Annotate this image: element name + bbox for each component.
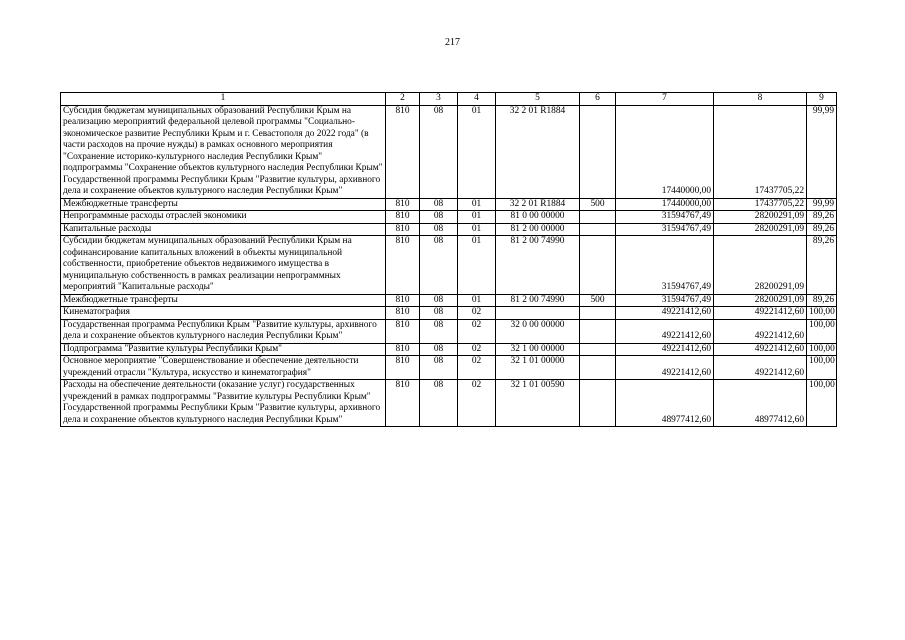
- row-section: 08: [420, 211, 458, 224]
- row-ministry-code: 810: [386, 343, 420, 356]
- table-row: [61, 223, 837, 236]
- row-name: Непрограммные расходы отраслей экономики: [61, 211, 386, 224]
- row-subsection: 01: [458, 105, 496, 198]
- row-percent: 89,26: [807, 294, 837, 307]
- row-name: Субсидии бюджетам муниципальных образований Республики Крым на софинансирование капитальных вложений в объекты муниципальной собственности, приобретение объектов недвижимого имущества в муниципальную собственность в рамках реализации непрограммных мероприятий "Капитальные расходы": [61, 236, 386, 295]
- row-executed-amount: 49221412,60: [714, 319, 807, 343]
- row-name: Расходы на обеспечение деятельности (оказание услуг) государственных учреждений в рамках подпрограммы "Развитие культуры Республики Крым" Государственной программы Республики Крым "Развитие культуры, архивного дела и сохранение объектов культурного наследия Республики Крым": [61, 380, 386, 427]
- row-ministry-code: 810: [386, 198, 420, 211]
- table-row: [61, 294, 837, 307]
- column-header-6: 6: [580, 93, 616, 106]
- row-executed-amount: 49221412,60: [714, 307, 807, 320]
- row-percent: 89,26: [807, 236, 837, 295]
- row-planned-amount: 49221412,60: [616, 343, 714, 356]
- row-planned-amount: 17440000,00: [616, 198, 714, 211]
- row-executed-amount: 17437705,22: [714, 198, 807, 211]
- row-executed-amount: 28200291,09: [714, 211, 807, 224]
- row-section: 08: [420, 356, 458, 380]
- row-expense-type: [580, 105, 616, 198]
- row-name: Субсидия бюджетам муниципальных образований Республики Крым на реализацию мероприятий федеральной целевой программы "Социально-экономическое развитие Республики Крым и г. Севастополя до 2022 года" (в части расходов на прочие нужды) в рамках основного мероприятия "Сохранение историко-культурного наследия Республики Крым" подпрограммы "Сохранение объектов культурного наследия Республики Крым" Государственной программы Республики Крым "Развитие культуры, архивного дела и сохранение объектов культурного наследия Республики Крым": [61, 105, 386, 198]
- row-expense-type: [580, 380, 616, 427]
- budget-table: [60, 92, 837, 427]
- row-subsection: 01: [458, 211, 496, 224]
- row-subsection: 01: [458, 198, 496, 211]
- row-target-code: 32 0 00 00000: [496, 319, 580, 343]
- row-subsection: 02: [458, 343, 496, 356]
- row-name: Капитальные расходы: [61, 223, 386, 236]
- row-ministry-code: 810: [386, 294, 420, 307]
- row-expense-type: [580, 236, 616, 295]
- row-expense-type: [580, 343, 616, 356]
- row-percent: 100,00: [807, 307, 837, 320]
- row-subsection: 01: [458, 223, 496, 236]
- row-section: 08: [420, 307, 458, 320]
- row-percent: 99,99: [807, 105, 837, 198]
- table-row: [61, 380, 837, 427]
- table-row: [61, 198, 837, 211]
- row-target-code: 32 2 01 R1884: [496, 105, 580, 198]
- row-subsection: 02: [458, 356, 496, 380]
- row-target-code: 81 2 00 74990: [496, 294, 580, 307]
- row-percent: 99,99: [807, 198, 837, 211]
- row-planned-amount: 49221412,60: [616, 319, 714, 343]
- row-name: Межбюджетные трансферты: [61, 294, 386, 307]
- row-executed-amount: 28200291,09: [714, 223, 807, 236]
- column-header-4: 4: [458, 93, 496, 106]
- row-target-code: 32 1 00 00000: [496, 343, 580, 356]
- row-expense-type: [580, 307, 616, 320]
- row-planned-amount: 31594767,49: [616, 236, 714, 295]
- row-planned-amount: 48977412,60: [616, 380, 714, 427]
- row-target-code: 81 2 00 74990: [496, 236, 580, 295]
- column-header-8: 8: [714, 93, 807, 106]
- row-target-code: 32 1 01 00000: [496, 356, 580, 380]
- row-percent: 100,00: [807, 343, 837, 356]
- table-row: [61, 211, 837, 224]
- row-expense-type: [580, 319, 616, 343]
- row-target-code: 81 0 00 00000: [496, 211, 580, 224]
- row-ministry-code: 810: [386, 356, 420, 380]
- page-number: 217: [445, 37, 460, 48]
- row-percent: 100,00: [807, 319, 837, 343]
- row-planned-amount: 49221412,60: [616, 356, 714, 380]
- row-name: Межбюджетные трансферты: [61, 198, 386, 211]
- row-executed-amount: 28200291,09: [714, 294, 807, 307]
- header-row: [61, 93, 837, 106]
- row-section: 08: [420, 294, 458, 307]
- row-percent: 100,00: [807, 356, 837, 380]
- row-planned-amount: 31594767,49: [616, 294, 714, 307]
- row-percent: 89,26: [807, 211, 837, 224]
- row-ministry-code: 810: [386, 319, 420, 343]
- table-row: [61, 236, 837, 295]
- row-section: 08: [420, 223, 458, 236]
- row-name: Кинематография: [61, 307, 386, 320]
- row-ministry-code: 810: [386, 307, 420, 320]
- row-subsection: 02: [458, 319, 496, 343]
- row-expense-type: [580, 211, 616, 224]
- row-section: 08: [420, 319, 458, 343]
- row-executed-amount: 49221412,60: [714, 356, 807, 380]
- row-ministry-code: 810: [386, 105, 420, 198]
- row-section: 08: [420, 343, 458, 356]
- row-ministry-code: 810: [386, 211, 420, 224]
- row-subsection: 02: [458, 380, 496, 427]
- table-row: [61, 105, 837, 198]
- row-name: Подпрограмма "Развитие культуры Республики Крым": [61, 343, 386, 356]
- row-ministry-code: 810: [386, 380, 420, 427]
- row-expense-type: [580, 223, 616, 236]
- column-header-2: 2: [386, 93, 420, 106]
- column-header-3: 3: [420, 93, 458, 106]
- row-ministry-code: 810: [386, 236, 420, 295]
- row-ministry-code: 810: [386, 223, 420, 236]
- row-planned-amount: 49221412,60: [616, 307, 714, 320]
- row-planned-amount: 17440000,00: [616, 105, 714, 198]
- table-row: [61, 343, 837, 356]
- row-expense-type: [580, 356, 616, 380]
- row-section: 08: [420, 198, 458, 211]
- row-name: Основное мероприятие "Совершенствование и обеспечение деятельности учреждений отрасли "Культура, искусство и кинематография": [61, 356, 386, 380]
- column-header-5: 5: [496, 93, 580, 106]
- row-subsection: 02: [458, 307, 496, 320]
- row-subsection: 01: [458, 236, 496, 295]
- column-header-1: 1: [61, 93, 386, 106]
- row-executed-amount: 49221412,60: [714, 343, 807, 356]
- row-expense-type: 500: [580, 294, 616, 307]
- column-header-7: 7: [616, 93, 714, 106]
- row-percent: 89,26: [807, 223, 837, 236]
- table-row: [61, 356, 837, 380]
- row-executed-amount: 28200291,09: [714, 236, 807, 295]
- column-header-9: 9: [807, 93, 837, 106]
- row-name: Государственная программа Республики Крым "Развитие культуры, архивного дела и сохранение объектов культурного наследия Республики Крым": [61, 319, 386, 343]
- row-section: 08: [420, 105, 458, 198]
- row-executed-amount: 48977412,60: [714, 380, 807, 427]
- row-target-code: 81 2 00 00000: [496, 223, 580, 236]
- row-target-code: 32 1 01 00590: [496, 380, 580, 427]
- row-target-code: [496, 307, 580, 320]
- row-planned-amount: 31594767,49: [616, 223, 714, 236]
- table-row: [61, 319, 837, 343]
- row-percent: 100,00: [807, 380, 837, 427]
- table-row: [61, 307, 837, 320]
- row-section: 08: [420, 236, 458, 295]
- row-planned-amount: 31594767,49: [616, 211, 714, 224]
- row-target-code: 32 2 01 R1884: [496, 198, 580, 211]
- row-executed-amount: 17437705,22: [714, 105, 807, 198]
- row-expense-type: 500: [580, 198, 616, 211]
- row-section: 08: [420, 380, 458, 427]
- row-subsection: 01: [458, 294, 496, 307]
